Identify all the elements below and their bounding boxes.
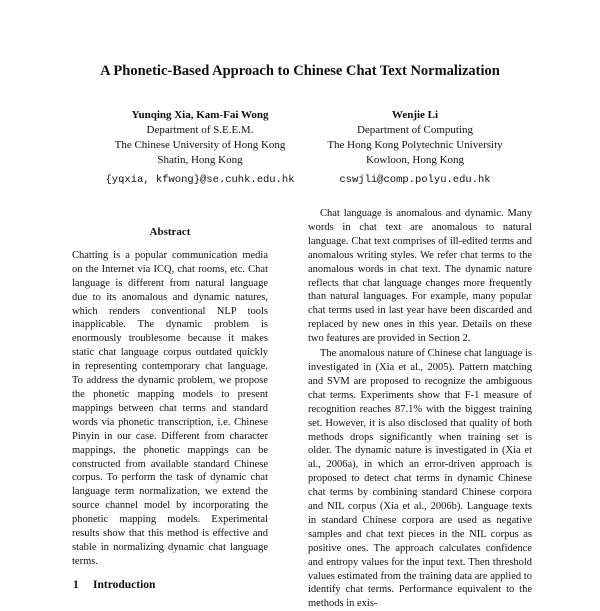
- intro-paragraph: Chat language is anomalous and dynamic. Many words in chat text are anomalous to natural language. Chat text comprises of ill-edited terms and anomalous writing styles. We refer chat terms to the anomalous words in chat text. The dynamic nature reflects that chat language changes more frequently than natural languages. For example, many popular chat terms used in last year have been discarded and replaced by new ones in this year. Details on these two features are provided in Section 2.: [308, 208, 532, 345]
- affiliation-line: Shatin, Hong Kong: [157, 154, 243, 166]
- author-email: cswjli@comp.polyu.edu.hk: [339, 174, 491, 186]
- author-names: Wenjie Li: [391, 109, 439, 121]
- paper-title: A Phonetic-Based Approach to Chinese Chat Text Normalization: [100, 63, 500, 79]
- author-block-2: [290, 108, 540, 188]
- left-column: [60, 226, 280, 569]
- section-number: 1: [73, 579, 79, 591]
- affiliation-line: Department of S.E.E.M.: [146, 124, 254, 136]
- affiliation-line: Department of Computing: [356, 124, 474, 136]
- author-email: {yqxia, kfwong}@se.cuhk.edu.hk: [105, 174, 295, 186]
- affiliation-line: The Hong Kong Polytechnic University: [327, 139, 503, 151]
- author-names: Yunqing Xia, Kam-Fai Wong: [131, 109, 269, 121]
- intro-paragraph: The anomalous nature of Chinese chat language is investigated in (Xia et al., 2005). Pattern matching and SVM are proposed to recognize the ambiguous chat terms. Experiments show that F-1 measure of recognition reaches 87.1% with the biggest training set. However, it is also disclosed that quality of both methods drops significantly when training set is older. The dynamic nature is investigated in (Xia et al., 2006a), in which an error-driven approach is proposed to detect chat terms in dynamic Chinese chat terms by combining standard Chinese corpora and NIL corpus (Xia et al., 2006b). Language texts in standard Chinese corpora are used as negative samples and chat text pieces in the NIL corpus as positive ones. The approach calculates confidence and entropy values for the input text. Then threshold values estimated from the training data are applied to identify chat terms. Performance equivalent to the methods in exis-: [308, 348, 532, 610]
- abstract-text: Chatting is a popular communication media on the Internet via ICQ, chat rooms, etc. Chat language is different from natural language due to its anomalous and dynamic natures, which renders conventional NLP tools inapplicable. The dynamic problem is enormously troublesome because it makes static chat language corpus outdated quickly in representing contemporary chat language. To address the dynamic problem, we propose the phonetic mapping models to present mappings between chat terms and standard words via phonetic transcription, i.e. Chinese Pinyin in our case. Different from character mappings, the phonetic mappings can be constructed from available standard Chinese corpus. To perform the task of dynamic chat language term normalization, we extend the source channel model by incorporating the phonetic mapping models. Experimental results show that this method is effective and stable in normalizing dynamic chat language terms.: [72, 249, 268, 567]
- affiliation-line: The Chinese University of Hong Kong: [114, 139, 286, 151]
- abstract-heading: Abstract: [149, 226, 191, 238]
- section-heading: [73, 579, 155, 591]
- right-column: [308, 207, 532, 611]
- section-title: Introduction: [93, 579, 156, 591]
- affiliation-line: Kowloon, Hong Kong: [365, 154, 465, 166]
